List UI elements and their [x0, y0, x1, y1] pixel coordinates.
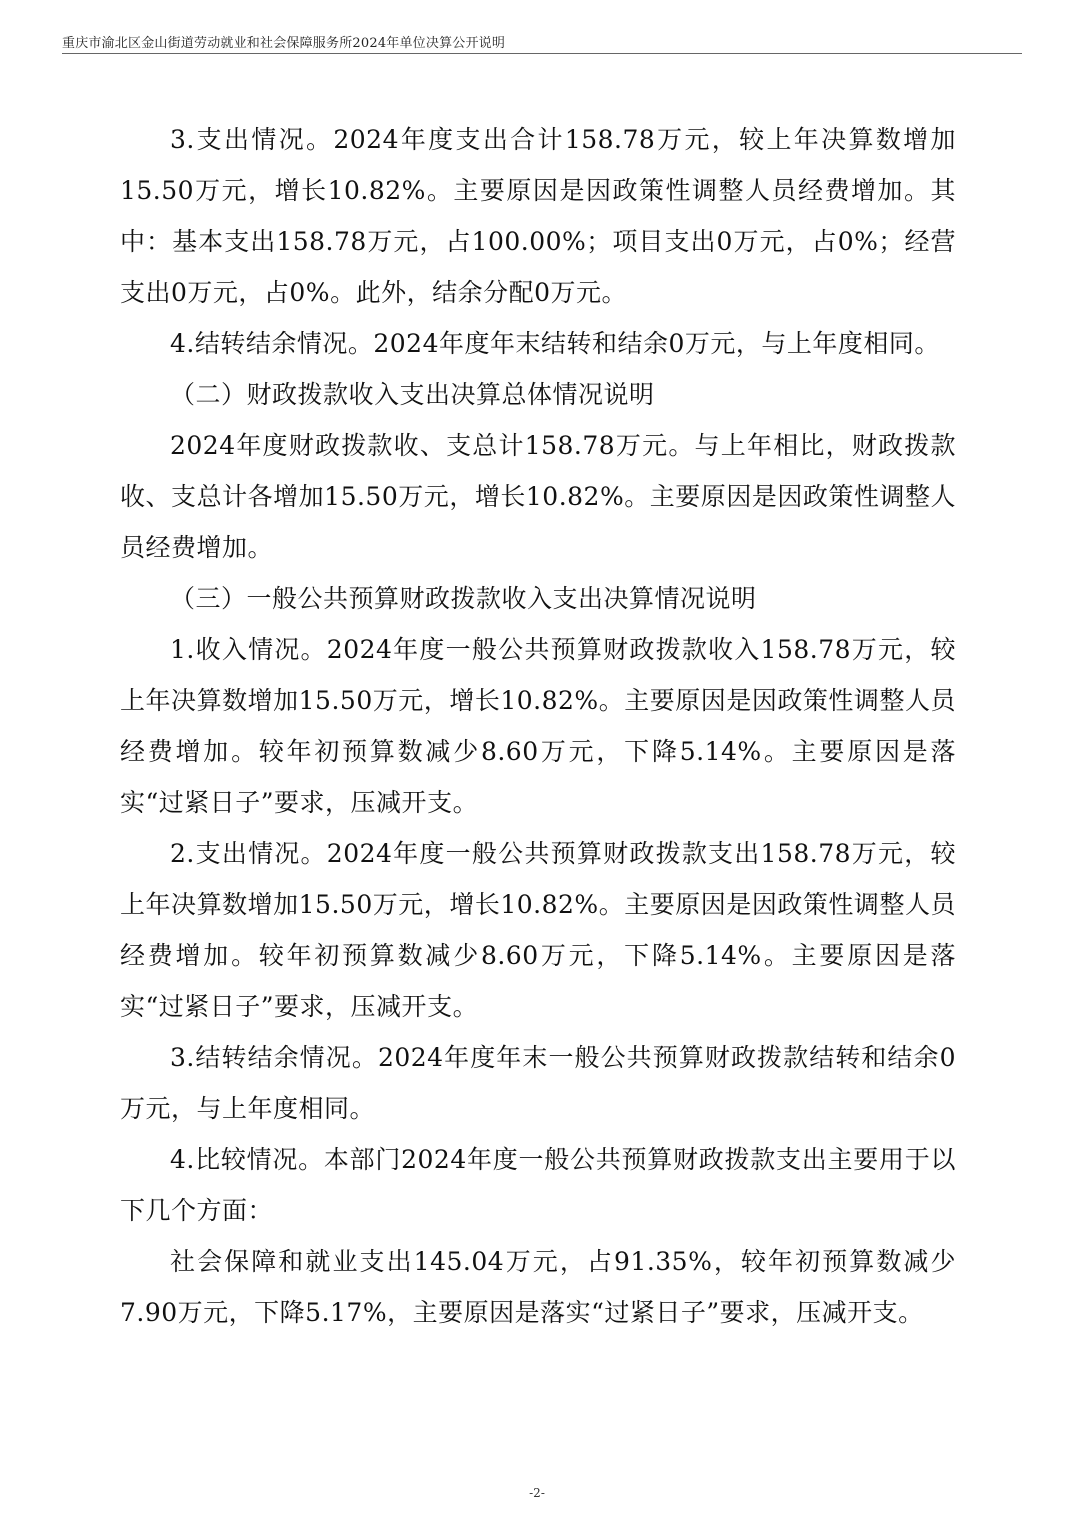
paragraph-fiscal-total: 2024年度财政拨款收、支总计158.78万元。与上年相比，财政拨款收、支总计各增加15.50万元，增长10.82%。主要原因是因政策性调整人员经费增加。 [120, 431, 956, 562]
section-heading-3: （三）一般公共预算财政拨款收入支出决算情况说明 [170, 584, 757, 613]
paragraph-general-carryover: 3.结转结余情况。2024年度年末一般公共预算财政拨款结转和结余0万元，与上年度相同。 [120, 1043, 956, 1123]
paragraph-comparison: 4.比较情况。本部门2024年度一般公共预算财政拨款支出主要用于以下几个方面： [120, 1145, 956, 1225]
paragraph-general-expenditure: 2.支出情况。2024年度一般公共预算财政拨款支出158.78万元，较上年决算数增加15.50万元，增长10.82%。主要原因是因政策性调整人员经费增加。较年初预算数减少8.60万元，下降5.14%。主要原因是落实“过紧日子”要求，压减开支。 [120, 839, 956, 1021]
paragraph-general-income: 1.收入情况。2024年度一般公共预算财政拨款收入158.78万元，较上年决算数增加15.50万元，增长10.82%。主要原因是因政策性调整人员经费增加。较年初预算数减少8.60万元，下降5.14%。主要原因是落实“过紧日子”要求，压减开支。 [120, 635, 956, 817]
section-heading-2: （二）财政拨款收入支出决算总体情况说明 [170, 380, 655, 409]
paragraph-expenditure: 3.支出情况。2024年度支出合计158.78万元，较上年决算数增加15.50万元，增长10.82%。主要原因是因政策性调整人员经费增加。其中：基本支出158.78万元，占100.00%；项目支出0万元，占0%；经营支出0万元，占0%。此外，结余分配0万元。 [120, 125, 956, 307]
page-number: -2- [529, 1486, 545, 1500]
document-body [120, 114, 956, 1338]
running-header: 重庆市渝北区金山街道劳动就业和社会保障服务所2024年单位决算公开说明 [62, 36, 506, 51]
paragraph-carryover: 4.结转结余情况。2024年度年末结转和结余0万元，与上年度相同。 [170, 329, 940, 358]
paragraph-social-security: 社会保障和就业支出145.04万元，占91.35%，较年初预算数减少7.90万元，下降5.17%，主要原因是落实“过紧日子”要求，压减开支。 [120, 1247, 956, 1327]
header-divider [62, 53, 1022, 54]
